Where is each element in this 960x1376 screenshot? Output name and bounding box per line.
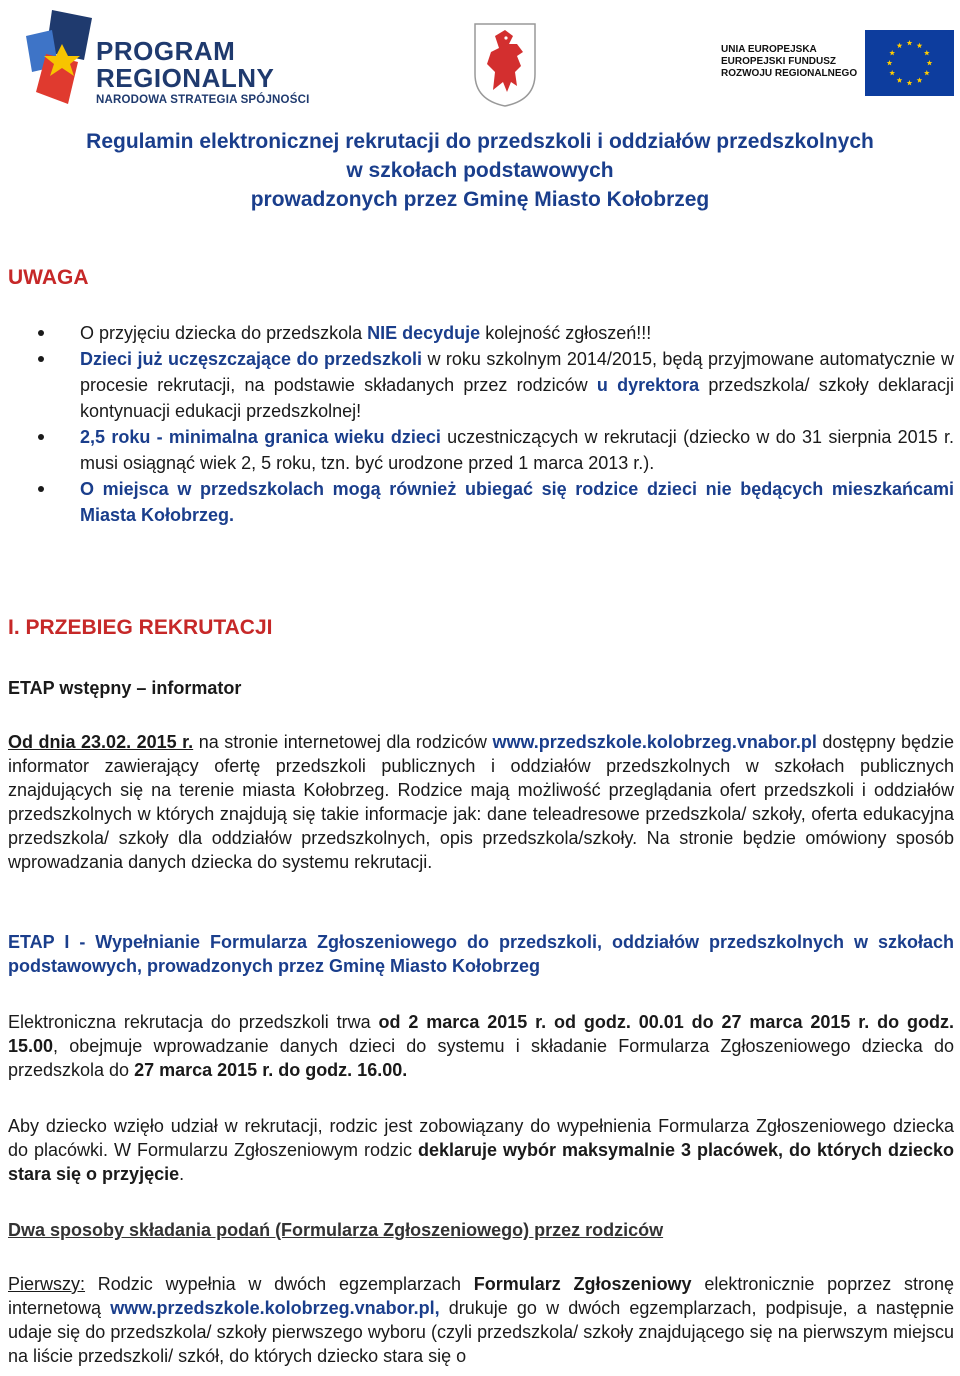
first-way-text bbox=[8, 1272, 954, 1368]
title-line-3: prowadzonych przez Gminę Miasto Kołobrzeg bbox=[250, 188, 710, 211]
program-regionalny-logo bbox=[22, 8, 322, 108]
document-title bbox=[0, 127, 960, 214]
etap1-deadline: 27 marca 2015 r. do godz. 16.00. bbox=[134, 1060, 408, 1080]
b2-director: u dyrektora bbox=[596, 375, 700, 395]
warning-item-age bbox=[0, 424, 960, 476]
section-heading: I. PRZEBIEG REKRUTACJI bbox=[8, 616, 273, 639]
page-header bbox=[0, 0, 960, 115]
first-c: elektronicznie poprzez stronę internetową bbox=[8, 1274, 954, 1318]
etap1-p1-a: Elektroniczna rekrutacja do przedszkoli trwa bbox=[8, 1012, 379, 1032]
warning-item-order bbox=[0, 320, 960, 346]
etap0-date: Od dnia 23.02. 2015 r. bbox=[8, 732, 194, 752]
etap-1-title: ETAP I - Wypełnianie Formularza Zgłoszeniowego do przedszkoli, oddziałów przedszkolnych w szkołach podstawowych, prowadzonych przez Gminę Miasto Kołobrzeg bbox=[8, 932, 954, 976]
b1-text-c: kolejność zgłoszeń!!! bbox=[480, 323, 652, 343]
b2-emphasis: Dzieci już uczęszczające do przedszkoli bbox=[80, 349, 422, 369]
b2-text-b: w roku szkolnym 2014/2015, będą przyjmowane automatycznie w procesie rekrutacji, na podstawie składanych przez rodziców bbox=[80, 349, 954, 395]
warning-heading: UWAGA bbox=[8, 266, 89, 289]
program-regionalny-text bbox=[96, 38, 309, 108]
eu-line-3: ROZWOJU REGIONALNEGO bbox=[721, 68, 858, 79]
title-line-2: w szkołach podstawowych bbox=[346, 159, 614, 182]
strategia-label: NARODOWA STRATEGIA SPÓJNOŚCI bbox=[96, 94, 310, 106]
etap1-choice-emphasis: deklaruje wybór maksymalnie 3 placówek, do których dziecko stara się o przyjęcie bbox=[8, 1140, 954, 1184]
first-a: Rodzic wypełnia w dwóch egzemplarzach bbox=[85, 1274, 474, 1294]
b2-text-d: przedszkola/ szkoły deklaracji kontynuacji edukacji przedszkolnej! bbox=[80, 375, 954, 421]
etap-1-choice bbox=[8, 1114, 954, 1186]
title-line-1: Regulamin elektronicznej rekrutacji do przedszkoli i oddziałów przedszkolnych bbox=[86, 130, 874, 153]
warning-item-nonresidents: O miejsca w przedszkolach mogą również ubiegać się rodzice dzieci nie będących mieszkańcami Miasta Kołobrzeg. bbox=[0, 476, 960, 528]
etap0-website-link[interactable]: www.przedszkole.kolobrzeg.vnabor.pl bbox=[492, 732, 817, 752]
warning-item-continuing bbox=[0, 346, 960, 424]
etap-wstepny-title: ETAP wstępny – informator bbox=[8, 678, 242, 698]
b3-text-b: uczestniczących w rekrutacji (dziecko w do 31 sierpnia 2015 r. musi osiągnąć wiek 2, 5 roku, tzn. być urodzone przed 1 marca 2013 r.). bbox=[80, 427, 954, 473]
first-website-link[interactable]: www.przedszkole.kolobrzeg.vnabor.pl, bbox=[110, 1298, 440, 1318]
eu-line-1: UNIA EUROPEJSKA bbox=[721, 44, 817, 55]
first-way-label: Pierwszy: bbox=[8, 1274, 86, 1294]
etap1-p1-c: , obejmuje wprowadzanie danych dzieci do systemu i składanie Formularza Zgłoszeniowego dziecka do przedszkola do bbox=[8, 1036, 954, 1080]
first-form-name: Formularz Zgłoszeniowy bbox=[473, 1274, 692, 1294]
warning-list bbox=[0, 320, 960, 528]
griffin-coat-of-arms-icon bbox=[473, 22, 537, 108]
eu-fund-text bbox=[721, 44, 857, 80]
b3-emphasis: 2,5 roku - minimalna granica wieku dzieci bbox=[80, 427, 441, 447]
regionalny-label: REGIONALNY bbox=[96, 63, 275, 93]
eu-flag-icon bbox=[865, 30, 954, 96]
etap-1-schedule bbox=[8, 1010, 954, 1082]
b1-text-a: O przyjęciu dziecka do przedszkola bbox=[80, 323, 368, 343]
etap1-p2-a: Aby dziecko wzięło udział w rekrutacji, rodzic jest zobowiązany do wypełnienia Formularza Zgłoszeniowego dziecka do placówki. W Formularzu Zgłoszeniowym rodzic bbox=[8, 1116, 954, 1160]
etap0-text-b: dostępny będzie informator zawierający ofertę przedszkoli publicznych i oddziałów przedszkolnych w szkołach publicznych znajdujących się na terenie miasta Kołobrzeg. Rodzice mają możliwość przeglądania ofert przedszkoli i oddziałów przedszkolnych w których znajdują się takie informacje jak: dane teleadresowe przedszkola/ szkoły, oferta edukacyjna przedszkola/ szkoły dla oddziałów przedszkolnych, opis przedszkola/szkoły. Na stronie będzie omówiony sposób wprowadzania danych dziecka do systemu rekrutacji. bbox=[8, 732, 954, 872]
eu-logo bbox=[715, 30, 955, 100]
eu-line-2: EUROPEJSKI FUNDUSZ bbox=[721, 56, 837, 67]
two-ways-heading: Dwa sposoby składania podań (Formularza Zgłoszeniowego) przez rodziców bbox=[8, 1220, 664, 1240]
etap0-text-a: na stronie internetowej dla rodziców bbox=[193, 732, 493, 752]
etap-wstepny-text bbox=[8, 730, 954, 874]
first-d: drukuje go w dwóch egzemplarzach, podpisuje, a następnie udaje się do przedszkola/ szkoły pierwszego wyboru (czyli przedszkola/ szkoły znajdującego się na pierwszym miejscu na liście przedszkoli/ szkół, do których dziecko stara się o bbox=[8, 1298, 954, 1366]
program-label: PROGRAM bbox=[96, 36, 236, 66]
b1-emphasis: NIE decyduje bbox=[367, 323, 481, 343]
program-regionalny-emblem-icon bbox=[22, 8, 94, 108]
etap1-p2-c: . bbox=[179, 1164, 185, 1184]
etap1-dates: od 2 marca 2015 r. od godz. 00.01 do 27 marca 2015 r. do godz. 15.00 bbox=[8, 1012, 954, 1056]
